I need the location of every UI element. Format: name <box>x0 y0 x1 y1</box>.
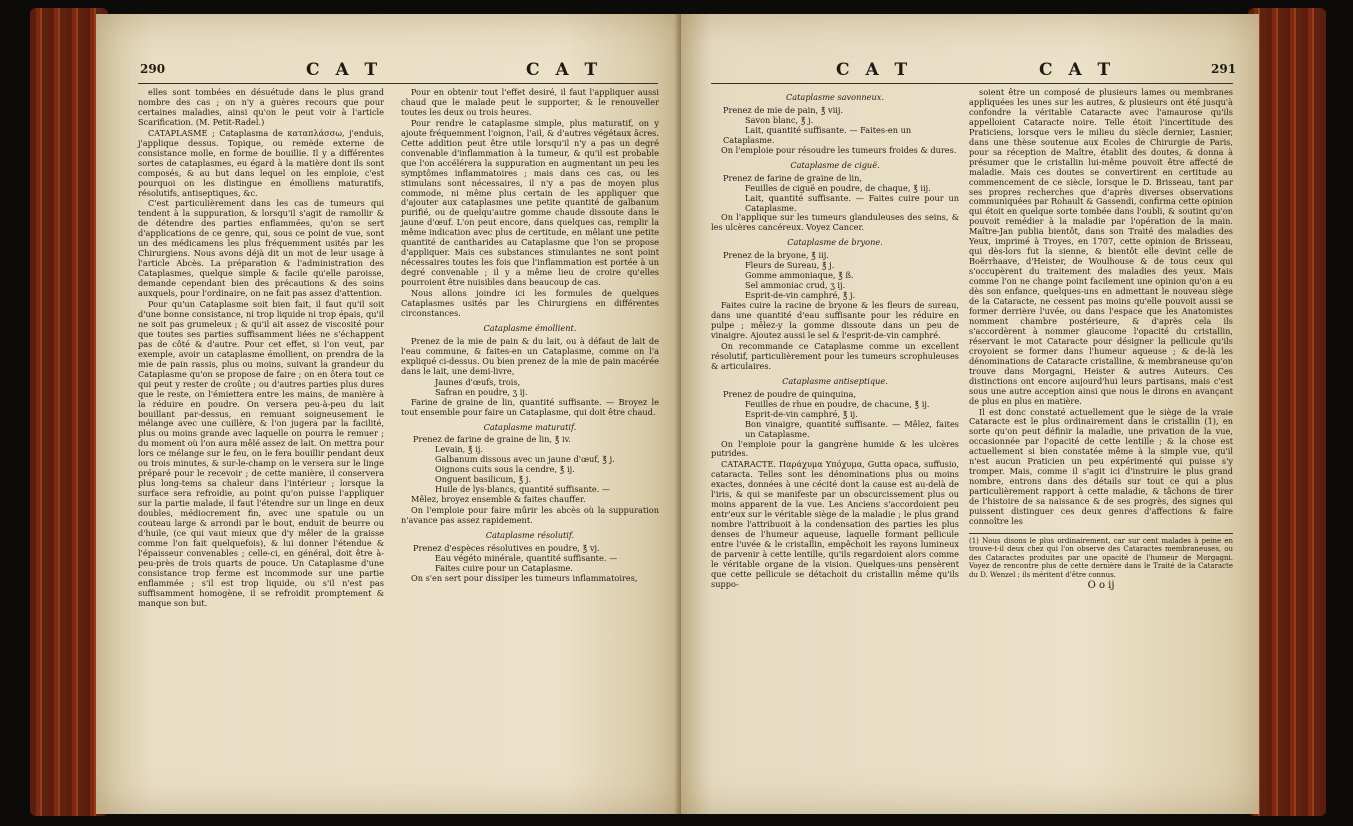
paragraph: Nous allons joindre ici les formules de quelques Cataplasmes usités par les Chirurgiens en différentes circonstances. <box>401 288 659 318</box>
running-header: C A T <box>836 60 913 80</box>
text-column-2 <box>969 88 1233 591</box>
paragraph: Pour rendre le cataplasme simple, plus maturatif, on y ajoute fréquemment l'oignon, l'ail, & d'autres végétaux âcres. Cette addition peut être utile lorsqu'il n'y a pas un degré convenable d'inflammation à la tumeur, & qu'il est probable que l'on accélérera la suppuration en augmentant un peu les symptômes inflammatoires ; mais dans ces cas, ou les stimulans sont nécessaires, il n'y a pas de moyen plus commode, ni même plus certain de les appliquer que d'ajouter aux cataplasmes une petite quantité de galbanum purifié, ou de quelqu'autre gomme chaude dissoute dans le jaune d'œuf. L'on peut encore, dans quelques cas, remplir la même indication avec plus de certitude, en mêlant une petite quantité de cantharides au Cataplasme que l'on se propose d'appliquer. Mais ces substances stimulantes ne sont point nécessaires toutes les fois que l'inflammation est portée à un degré convenable ; il y a même lieu de croire qu'elles pourroient être nuisibles dans beaucoup de cas. <box>401 117 659 288</box>
text-column-1 <box>711 88 959 591</box>
header-rule <box>138 83 658 84</box>
recipe-line: Prenez de farine de graine de lin, <box>723 172 863 183</box>
paragraph: On l'emploie pour résoudre les tumeurs froides & dures. <box>721 144 957 155</box>
running-header-right-col: C A T <box>526 60 603 80</box>
paragraph: On recommande ce Cataplasme comme un excellent résolutif, particulièrement pour les tumeurs scrophuleuses & articulaires. <box>711 340 959 371</box>
recipe-line: Prenez d'espèces résolutives en poudre, ℥ vj. <box>413 542 600 553</box>
paragraph: Prenez de la mie de pain & du lait, ou à défaut de lait de l'eau commune, & faites-en un Cataplasme, comme on l'a expliqué ci-dessus. Ou bien prenez de la mie de pain macérée dans le lait, une demi-livre, <box>401 335 659 376</box>
recipe-line: Lait, quantité suffisante. — Faites-en un <box>745 124 912 135</box>
recipe-line: Esprit-de-vin camphré, ℥ ij. <box>745 408 858 419</box>
recipe-line: Prenez de farine de graine de lin, ℥ iv. <box>413 434 571 445</box>
recipe-line: Onguent basilicum, ℥ j. <box>435 474 531 485</box>
paragraph: On l'applique sur les tumeurs glanduleuses des seins, & les ulcères cancéreux. Voyez Cancer. <box>711 212 959 233</box>
section-heading: Cataplasme émollient. <box>483 322 577 333</box>
paragraph: Pour qu'un Cataplasme soit bien fait, il faut qu'il soit d'une bonne consistance, ni trop liquide ni trop épais, qu'il ne soit pas grumeleux ; & qu'il ait assez de viscosité pour que toutes ses parties suffisamment liées ne s'échappent pas de côté & d'autre. Pour cet effet, si l'on veut, par exemple, avoir un cataplasme émollient, on prendra de la mie de pain rassis, plus ou moins, suivant la grandeur du Cataplasme qu'on se propose de faire ; on en ôtera tout ce qui peut y rester de croûte ; ou d'autres parties plus dures que le reste, on l'émiettera entre les mains, de manière à la réduire en poudre. On versera peu-à-peu du lait bouillant par-dessus, en remuant soigneusement le mélange avec une cuillère, & l'on jugera par la facilité, plus ou moins grande avec laquelle on pourra le remuer ; du moment où l'on aura mêlé assez de lait. On mettra pour lors ce mélange sur le feu, on le fera bouillir pendant deux ou trois minutes, & sur-le-champ on le versera sur le linge préparé pour le recevoir ; de cette manière, il conservera plus long-tems sa chaleur dans l'intérieur ; lorsque la surface sera refroidie, au point qu'on puisse l'appliquer sur la partie malade, il faut l'étendre sur un linge en deux doubles, médiocrement fin, avec une spatule ou un couteau large & arrondi par le bout, enduit de beurre ou d'huile, (ce qui vaut mieux que d'y mêler de la graisse comme l'on fait quelquefois), & lui donner l'étendue & l'épaisseur convenables ; celle-ci, en général, doit être à-peu-près de trois quarts de pouce. Un Cataplasme d'une consistance trop ferme est incommode sur une partie enflammée ; s'il est trop liquide, ou s'il n'est pas suffisamment homogène, il se refroidit promptement & manque son but. <box>138 299 384 608</box>
paragraph: soient être un composé de plusieurs lames ou membranes appliquées les unes sur les autres, & plusieurs ont été jusqu'à confondre la véritable Cataracte avec l'amaurose qu'ils appelloient Cataracte noire. Telle étoit l'incertitude des Praticiens, lorsque vers le milieu du siècle dernier, Lasnier, dans une thèse soutenue aux Ecoles de Chirurgie de Paris, pour sa réception de Maître, établit des doutes, & donna à présumer que le cristallin lui-même pouvoit être affecté de maladie. Mais ces doutes se convertirent en certitude au commencement de ce siècle, lorsque le D. Brisseau, tant par ses propres recherches que d'après diverses observations communiquées par Rohault & Gassendi, confirma cette opinion qui étoit en quelque sorte tombée dans l'oubli, & soutint qu'on pouvoit remédier à la maladie par l'opération de la main. Maître-Jan publia bientôt, dans son Traité des maladies des Yeux, imprimé à Troyes, en 1707, cette opinion de Brisseau, qui dès-lors fut la sienne, & bientôt elle devint celle de Boërrhaave, d'Heister, de Woulhouse & de tous ceux qui s'occupèrent du traitement des maladies des yeux. Mais comme l'on ne change point facilement une opinion qu'on a eu dès son enfance, quelques-uns en admettant le nouveau siège de la Cataracte, ne cessent pas moins qu'elle pouvoit aussi se former derrière l'uvée, ou dans l'espace que les Anatomistes nomment chambre postérieure, & d'après cela ils s'accordèrent à nommer glaucome l'opacité du cristallin, réservant le mot Cataracte pour désigner la pellicule qu'ils croyoient se former dans l'humeur aqueuse ; & de-là les dénominations de Cataracte cristalline, & membraneuse qu'on trouve dans Morgagni, Heister & autres Auteurs. Ces distinctions ont encore aujourd'hui leurs partisans, mais c'est sous une autre acception ainsi que nous le dirons en avançant de plus en plus en matière. <box>969 87 1233 406</box>
recipe-line: Oignons cuits sous la cendre, ℥ ij. <box>435 464 575 475</box>
recipe-line: Levain, ℥ ij. <box>435 444 483 455</box>
recipe-line: Savon blanc, ℥ j. <box>745 114 814 125</box>
recipe-line: Prenez de la bryone, ℥ iij. <box>723 250 829 261</box>
paragraph: On s'en sert pour dissiper les tumeurs inflammatoires, <box>411 572 638 583</box>
paragraph: On l'emploie pour faire mûrir les abcès où la suppuration n'avance pas assez rapidement. <box>401 505 659 526</box>
text-column-1 <box>138 88 384 610</box>
right-book-binding <box>1248 8 1326 816</box>
page-number: 291 <box>1211 62 1237 76</box>
paragraph: Il est donc constaté actuellement que le siège de la vraie Cataracte est le plus ordinairement dans le cristallin (1), en sorte qu'on peut définir la maladie, une privation de la vue, occasionnée par l'opacité de cette lentille ; & la chose est actuellement si bien constatée même à la simple vue, qu'il n'est aucun Praticien un peu expérimenté qui puisse s'y tromper. Mais, comme il s'agit ici d'instruire le plus grand nombre, entrons dans des détails sur tout ce qui a plus particulièrement rapport à cette maladie, & tâchons de tirer de l'histoire de sa naissance & de ses progrès, des signes qui puissent distinguer ces deux genres d'affections & faire connoître les <box>969 406 1233 526</box>
footnote: (1) Nous disons le plus ordinairement, car sur cent malades à peine en trouve-t-il deux chez qui l'on observe des Cataractes membraneuses, ou des Cataractes produites par une opacité de l'humeur de Morgagni. Voyez de rencontre plus de cette dernière dans le Traité de la Cataracte du D. Wenzel ; ils méritent d'être connus. <box>969 533 1233 579</box>
recipe-line: Gomme ammoniaque, ℥ ß. <box>745 270 854 281</box>
recipe-line: Lait, quantité suffisante. — Faites cuire pour un Cataplasme. <box>745 192 959 213</box>
running-header-right-col: C A T <box>1039 60 1116 80</box>
header-rule <box>711 83 1233 84</box>
section-heading: Cataplasme de bryone. <box>787 237 883 248</box>
recipe-line: Sel ammoniac crud, ʒ ij. <box>745 280 846 291</box>
signature-mark: O o ij <box>1087 579 1115 591</box>
recipe-line: Faites cuire pour un Cataplasme. <box>435 562 573 573</box>
section-heading: Cataplasme de ciguë. <box>790 159 880 170</box>
right-page <box>681 14 1259 814</box>
recipe-line: Eau végéto minérale, quantité suffisante. — <box>435 552 618 563</box>
paragraph: CATARACTE. Παράχυμα Υπόχυμα, Gutta opaca, suffusio, cataracta. Telles sont les dénominations plus ou moins exactes, données à une cécité dont la cause est au-delà de l'iris, & qui se manifeste par un obscurcissement plus ou moins apparent de la vue. Les Anciens s'accordoient peu entr'eux sur le véritable siège de la maladie ; le plus grand nombre l'attribuoit à la condensation des parties les plus denses de l'humeur aqueuse, laquelle formant pellicule entre l'uvée & le cristallin, empêchoit les rayons lumineux de parvenir à cette lentille, qu'ils regardoient alors comme le véritable organe de la vision. Quelques-uns pensèrent que cette pellicule se détachoit du cristallin même qu'ils suppo- <box>711 459 959 589</box>
paragraph: Mêlez, broyez ensemble & faites chauffer. <box>411 494 586 505</box>
recipe-line: Huile de lys-blancs, quantité suffisante. — <box>435 484 611 495</box>
page-number: 290 <box>140 62 166 76</box>
section-heading: Cataplasme maturatif. <box>483 421 577 432</box>
text-column-2 <box>401 88 659 585</box>
paragraph: On l'emploie pour la gangrène humide & les ulcères putrides. <box>711 438 959 459</box>
recipe-line: Bon vinaigre, quantité suffisante. — Mêlez, faites un Cataplasme. <box>745 418 959 439</box>
section-heading: Cataplasme antiseptique. <box>782 375 888 386</box>
recipe-line: Safran en poudre, ʒ ij. <box>435 386 528 397</box>
paragraph: Faites cuire la racine de bryone & les fleurs de sureau, dans une quantité d'eau suffisante pour les réduire en pulpe ; mêlez-y la gomme dissoute dans un peu de vinaigre. Ajoutez aussi le sel & l'esprit-de-vin camphré. <box>711 300 959 340</box>
recipe-line: Fleurs de Sureau, ℥ j. <box>745 260 835 271</box>
recipe-line: Feuilles de ciguë en poudre, de chaque, ℥ iij. <box>745 182 931 193</box>
paragraph: Pour en obtenir tout l'effet desiré, il faut l'appliquer aussi chaud que le malade peut le supporter, & le renouveller toutes les deux ou trois heures. <box>401 87 659 117</box>
recipe-line: Feuilles de rhue en poudre, de chacune, ℥ ij. <box>745 398 930 409</box>
recipe-line: Esprit-de-vin camphré, ℥ j. <box>745 290 856 301</box>
paragraph: Farine de graine de lin, quantité suffisante. — Broyez le tout ensemble pour faire un Cataplasme, qui doit être chaud. <box>401 396 659 417</box>
recipe-line: Jaunes d'œufs, trois, <box>435 376 521 387</box>
paragraph: C'est particulièrement dans les cas de tumeurs qui tendent à la suppuration, & lorsqu'il s'agit de ramollir & de détendre des parties enflammées, qu'on se sert d'applications de ce genre, qui, sous ce point de vue, sont un des médicamens les plus fréquemment usités par les Chirurgiens. Nous avons déjà dit un mot de leur usage à l'article Abcès. La préparation & l'administration des Cataplasmes, quelque simple & facile qu'elle paroisse, demande cependant bien des précautions & des soins auxquels, pour l'ordinaire, on ne fait pas assez d'attention. <box>138 198 384 299</box>
paragraph: elles sont tombées en désuétude dans le plus grand nombre des cas ; on n'y a guères recours que pour certaines maladies, ainsi qu'on le peut voir à l'article Scarification. (M. Petit-Radel.) <box>138 87 384 127</box>
recipe-line: Prenez de poudre de quinquina, <box>723 388 857 399</box>
left-page <box>96 14 681 814</box>
section-heading: Cataplasme savonneux. <box>786 92 884 102</box>
section-heading: Cataplasme résolutif. <box>485 530 575 541</box>
recipe-line: Prenez de mie de pain, ℥ viij. <box>723 104 844 115</box>
recipe-line: Galbanum dissous avec un jaune d'œuf, ℥ j. <box>435 454 615 465</box>
paragraph: CATAPLASME ; Cataplasma de καταπλάσσω, j'enduis, j'applique dessus. Topique, ou remède externe de consistance molle, en forme de bouillie. Il y a différentes sortes de cataplasmes, eu égard à la matière dont ils sont composés, & au but dans lequel on les emploie, c'est pourquoi on les distingue en émolliens maturatifs, résolutifs, antiseptiques, &c. <box>138 127 384 198</box>
recipe-line: Cataplasme. <box>723 134 775 145</box>
running-header: C A T <box>306 60 383 80</box>
